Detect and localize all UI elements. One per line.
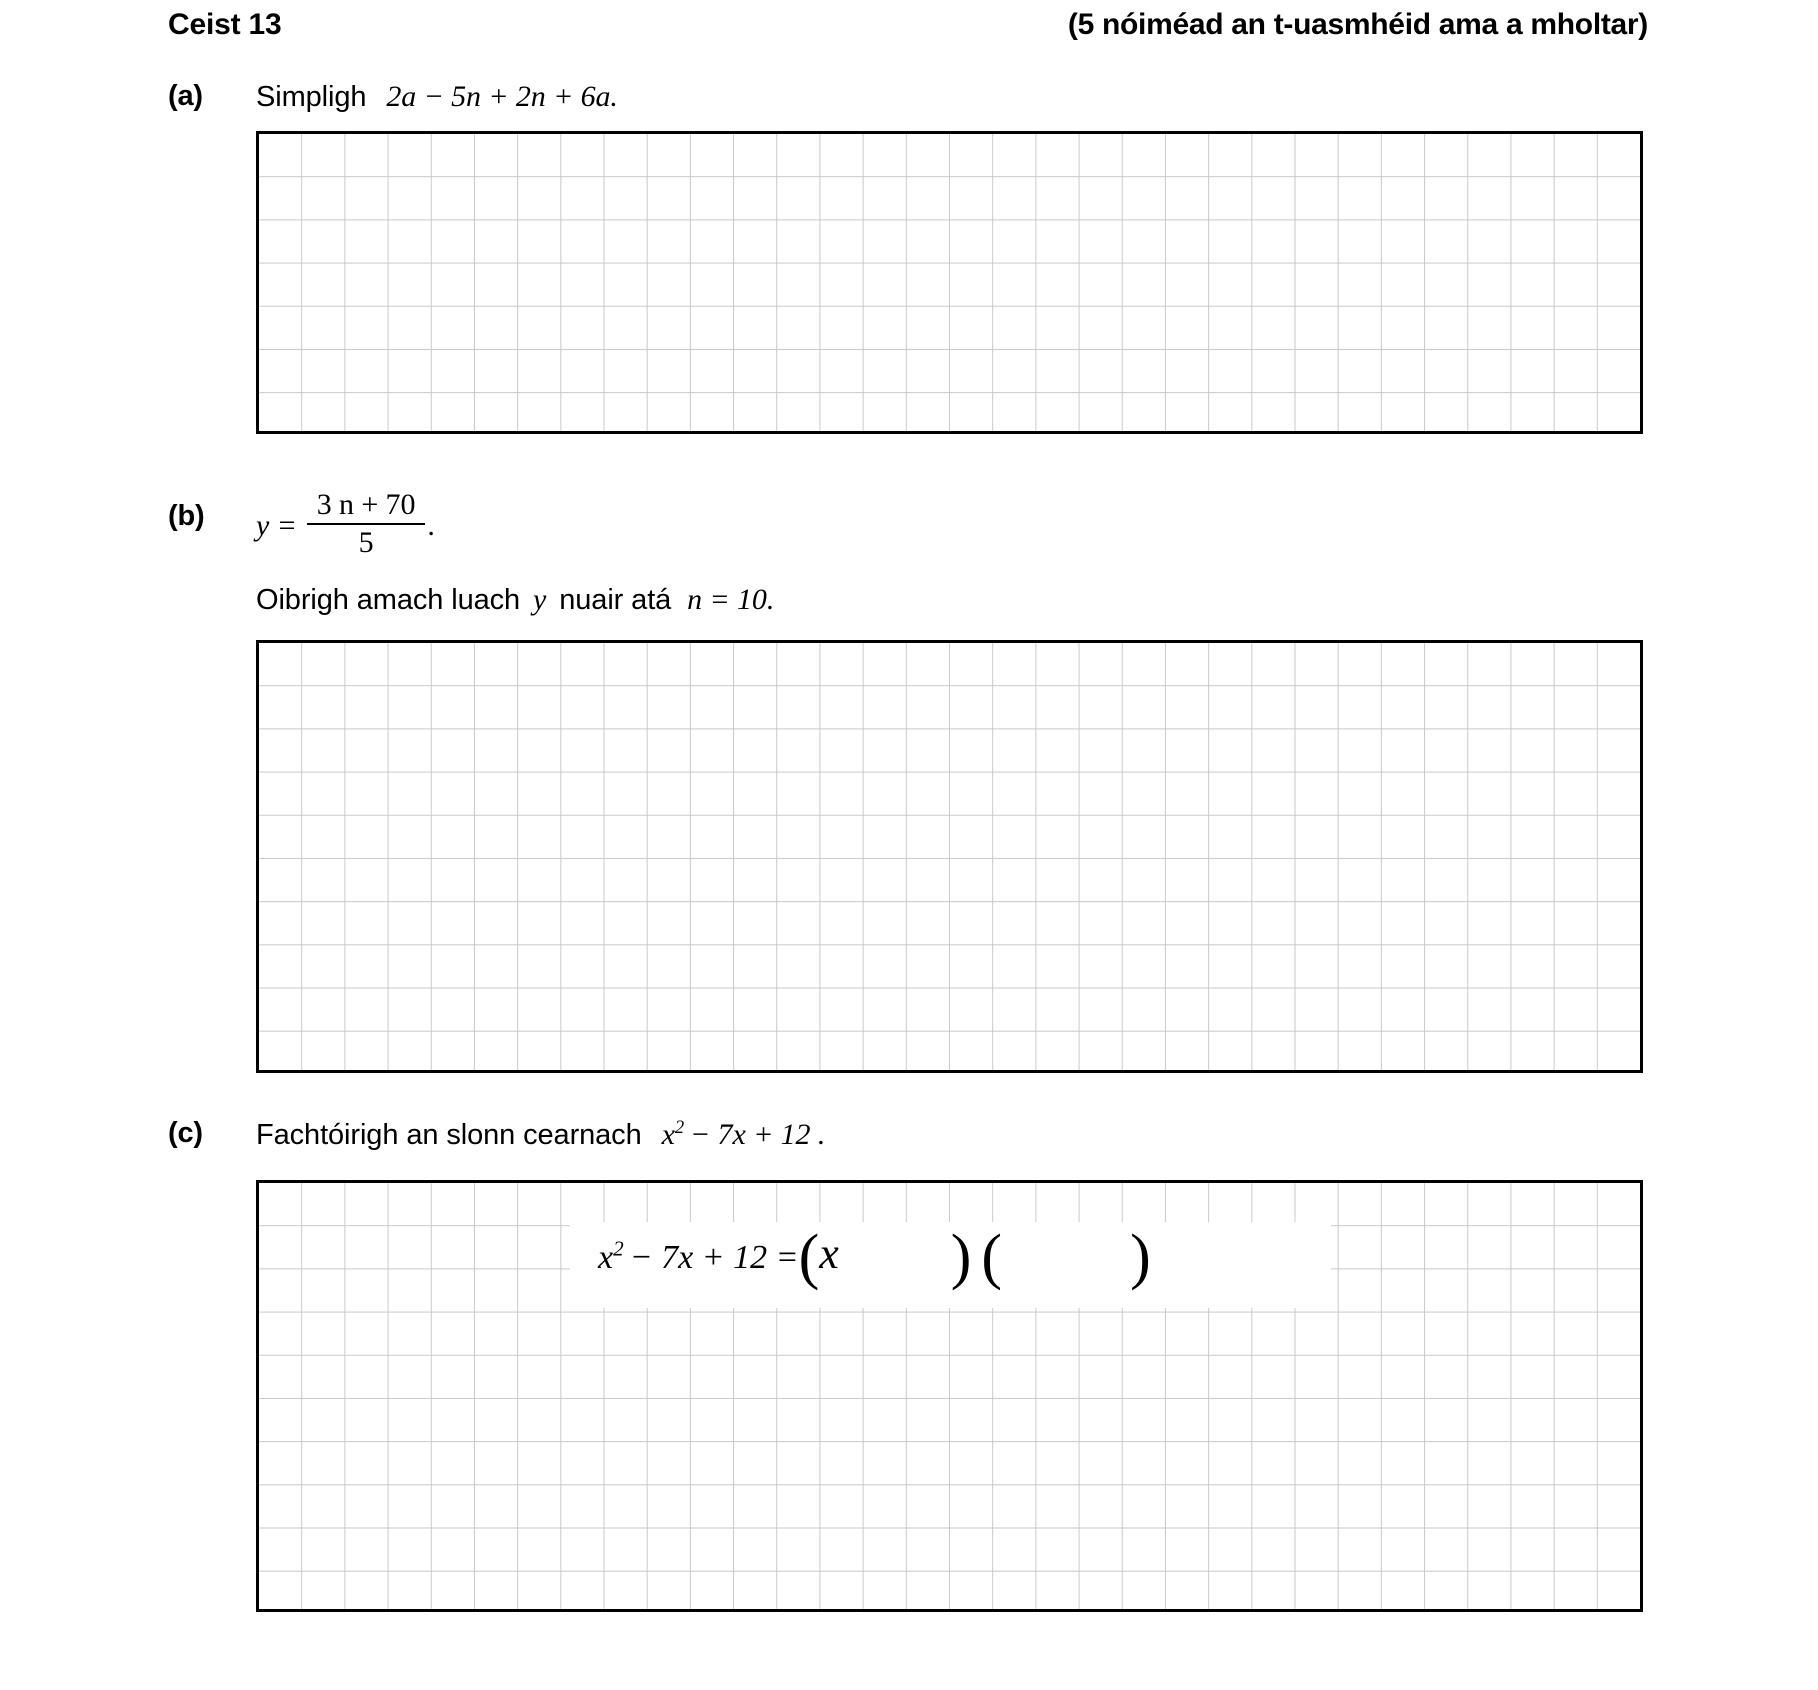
part-b-instruction — [256, 583, 774, 617]
factor-one-open-paren: ( — [798, 1223, 820, 1291]
part-b-lhs: y = — [256, 509, 297, 543]
working-lhs-exponent: 2 — [613, 1236, 624, 1261]
part-b-instruction-variable: y — [533, 583, 547, 616]
fraction-trailing-period: . — [427, 509, 435, 543]
part-b-instruction-mid: nuair atá — [559, 584, 672, 616]
part-label-b: (b) — [168, 500, 205, 532]
part-a-expression: 2a − 5n + 2n + 6a. — [386, 80, 618, 113]
recommended-time-note: (5 nóiméad an t-uasmhéid ama a mholtar) — [1067, 8, 1648, 41]
answer-grid-b[interactable] — [256, 640, 1643, 1073]
fraction-denominator: 5 — [358, 526, 374, 560]
part-c-expression-exponent: 2 — [674, 1117, 685, 1138]
factor-one-close-paren: ) — [950, 1223, 972, 1291]
part-c-prompt — [256, 1117, 825, 1152]
part-b-instruction-value: n = 10. — [687, 583, 775, 616]
working-lhs-rest: − 7x + 12 = — [629, 1239, 799, 1276]
part-c-expression — [662, 1118, 826, 1151]
answer-grid-a[interactable] — [256, 131, 1643, 434]
factor-two-close-paren: ) — [1130, 1223, 1151, 1291]
part-b-fraction — [307, 489, 426, 560]
question-title: Ceist 13 — [168, 8, 282, 41]
part-a-prompt-text: Simpligh — [256, 81, 367, 113]
part-label-c: (c) — [168, 1117, 203, 1149]
factor-two-open-paren: ( — [981, 1223, 1003, 1291]
part-c-working-line — [598, 1223, 1151, 1291]
part-b-instruction-pre: Oibrigh amach luach — [256, 584, 521, 616]
part-a-prompt — [256, 80, 618, 114]
working-lhs-base: x — [598, 1239, 614, 1276]
part-b-equation — [256, 488, 435, 563]
part-c-expression-base: x — [661, 1118, 675, 1151]
part-c-prompt-text: Fachtóirigh an slonn cearnach — [256, 1119, 642, 1151]
page-header — [0, 0, 1818, 56]
part-c-expression-rest: − 7x + 12 . — [690, 1118, 826, 1151]
working-lhs — [598, 1236, 799, 1276]
part-label-a: (a) — [168, 80, 203, 112]
fraction-numerator: 3 n + 70 — [316, 488, 416, 521]
factor-one-variable: x — [819, 1229, 839, 1278]
